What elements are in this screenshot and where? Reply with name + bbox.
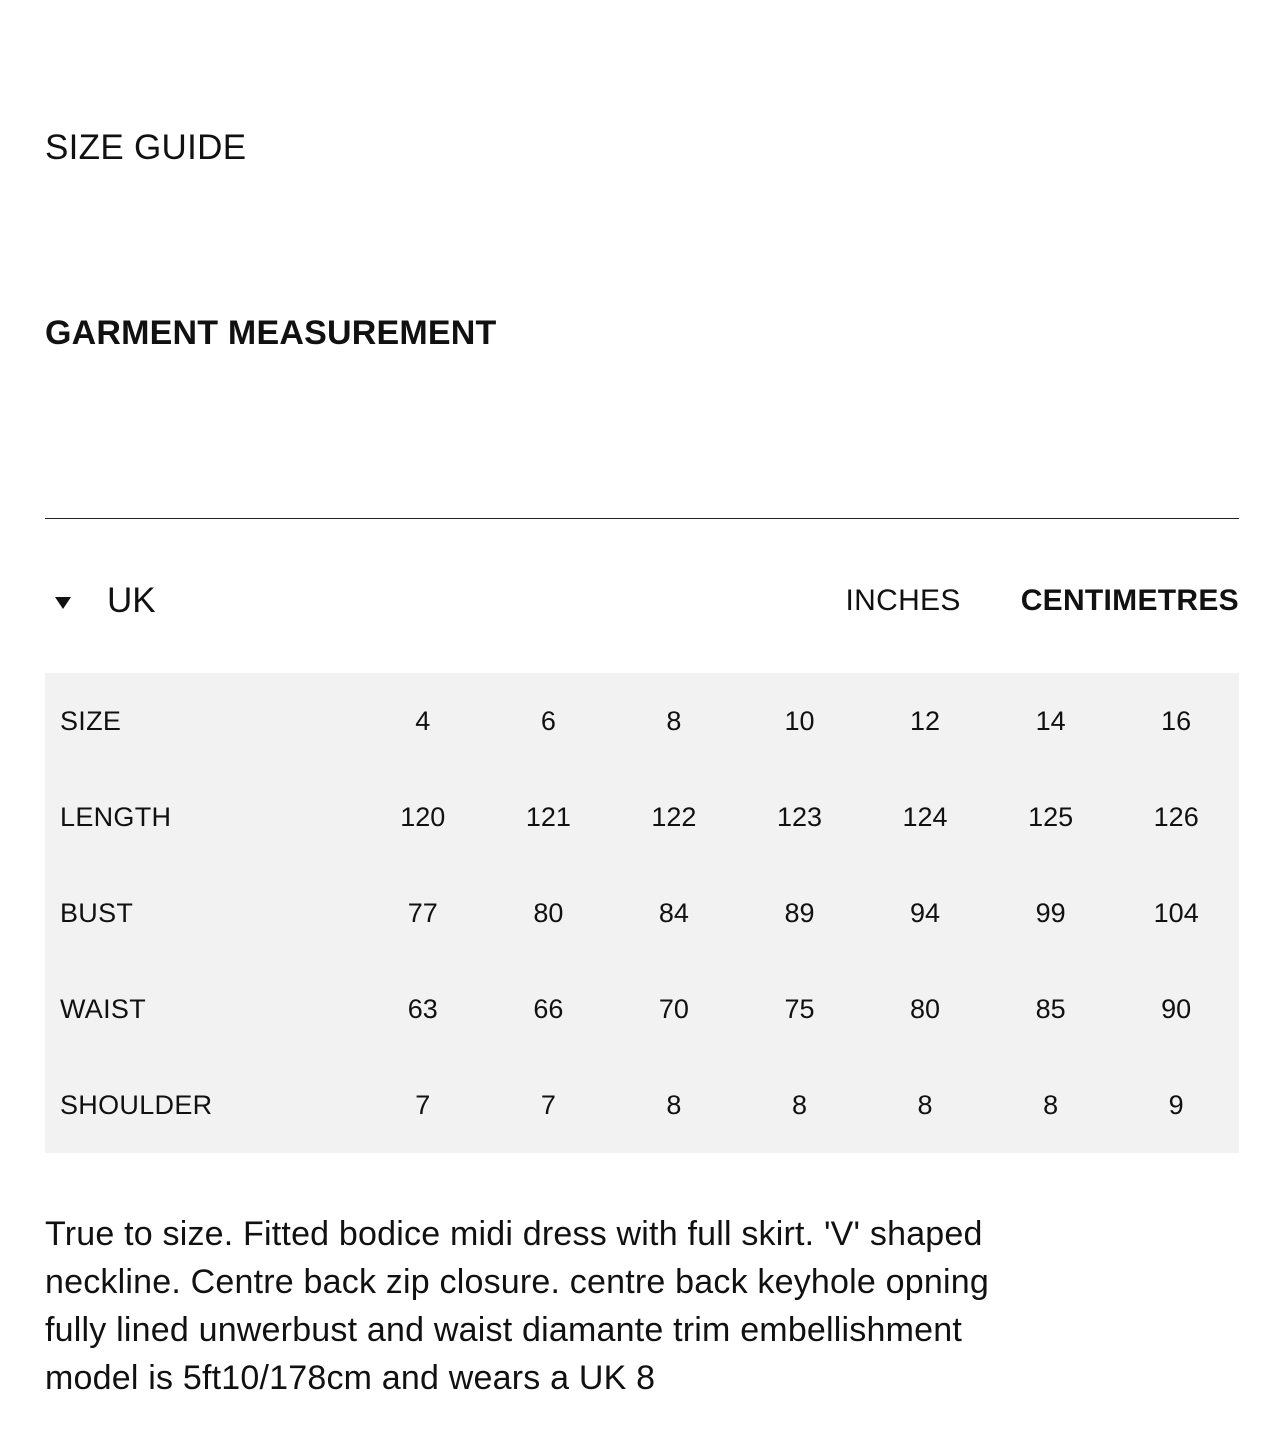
table-cell: 84 [658,897,689,928]
table-row [45,865,1239,961]
size-controls [45,570,1239,632]
table-cell: 12 [910,705,941,736]
table-cell: 10 [784,705,815,736]
table-cell: 9 [1168,1089,1184,1120]
row-label: BUST [60,897,134,928]
table-cell: 4 [415,705,431,736]
row-label: LENGTH [60,801,172,832]
table-cell: 80 [533,897,564,928]
size-table [45,673,1239,1153]
table-cell: 7 [415,1089,431,1120]
table-row [45,673,1239,769]
region-dropdown[interactable] [55,570,156,632]
table-cell: 80 [910,993,941,1024]
table-cell: 123 [776,801,822,832]
divider [45,518,1239,519]
table-cell: 8 [666,1089,682,1120]
description-line: True to size. Fitted bodice midi dress with full skirt. 'V' shaped [45,1215,983,1253]
table-row [45,769,1239,865]
table-row [45,961,1239,1057]
description-line: neckline. Centre back zip closure. centre back keyhole opning [45,1263,989,1301]
centimetres-button[interactable]: CENTIMETRES [1020,584,1239,617]
table-cell: 6 [540,705,556,736]
table-cell: 14 [1035,705,1066,736]
table-cell: 8 [666,705,682,736]
table-cell: 8 [917,1089,933,1120]
row-label: WAIST [60,993,146,1024]
description-line: fully lined unwerbust and waist diamante trim embellishment [45,1311,962,1349]
table-cell: 94 [910,897,941,928]
table-row [45,1057,1239,1153]
table-cell: 126 [1153,801,1199,832]
page-title: SIZE GUIDE [45,128,247,167]
table-cell: 85 [1035,993,1066,1024]
description-line: model is 5ft10/178cm and wears a UK 8 [45,1359,656,1397]
table-cell: 120 [400,801,446,832]
caret-down-icon[interactable] [55,597,71,609]
table-cell: 66 [533,993,564,1024]
table-cell: 16 [1161,705,1192,736]
product-description [45,1210,1095,1402]
table-cell: 125 [1028,801,1074,832]
table-cell: 121 [525,801,571,832]
section-title: GARMENT MEASUREMENT [45,314,497,352]
table-cell: 99 [1035,897,1066,928]
table-cell: 89 [784,897,815,928]
table-cell: 90 [1161,993,1192,1024]
table-cell: 8 [791,1089,807,1120]
inches-button[interactable]: INCHES [845,584,961,617]
unit-toggle [846,570,1239,632]
table-cell: 77 [407,897,438,928]
table-cell: 75 [784,993,815,1024]
table-cell: 124 [902,801,948,832]
row-label: SIZE [60,705,122,736]
table-cell: 8 [1043,1089,1059,1120]
table-cell: 7 [540,1089,556,1120]
region-label: UK [107,581,156,620]
table-cell: 122 [651,801,697,832]
table-cell: 63 [407,993,438,1024]
table-cell: 70 [658,993,689,1024]
table-cell: 104 [1153,897,1199,928]
row-label: SHOULDER [60,1089,213,1120]
